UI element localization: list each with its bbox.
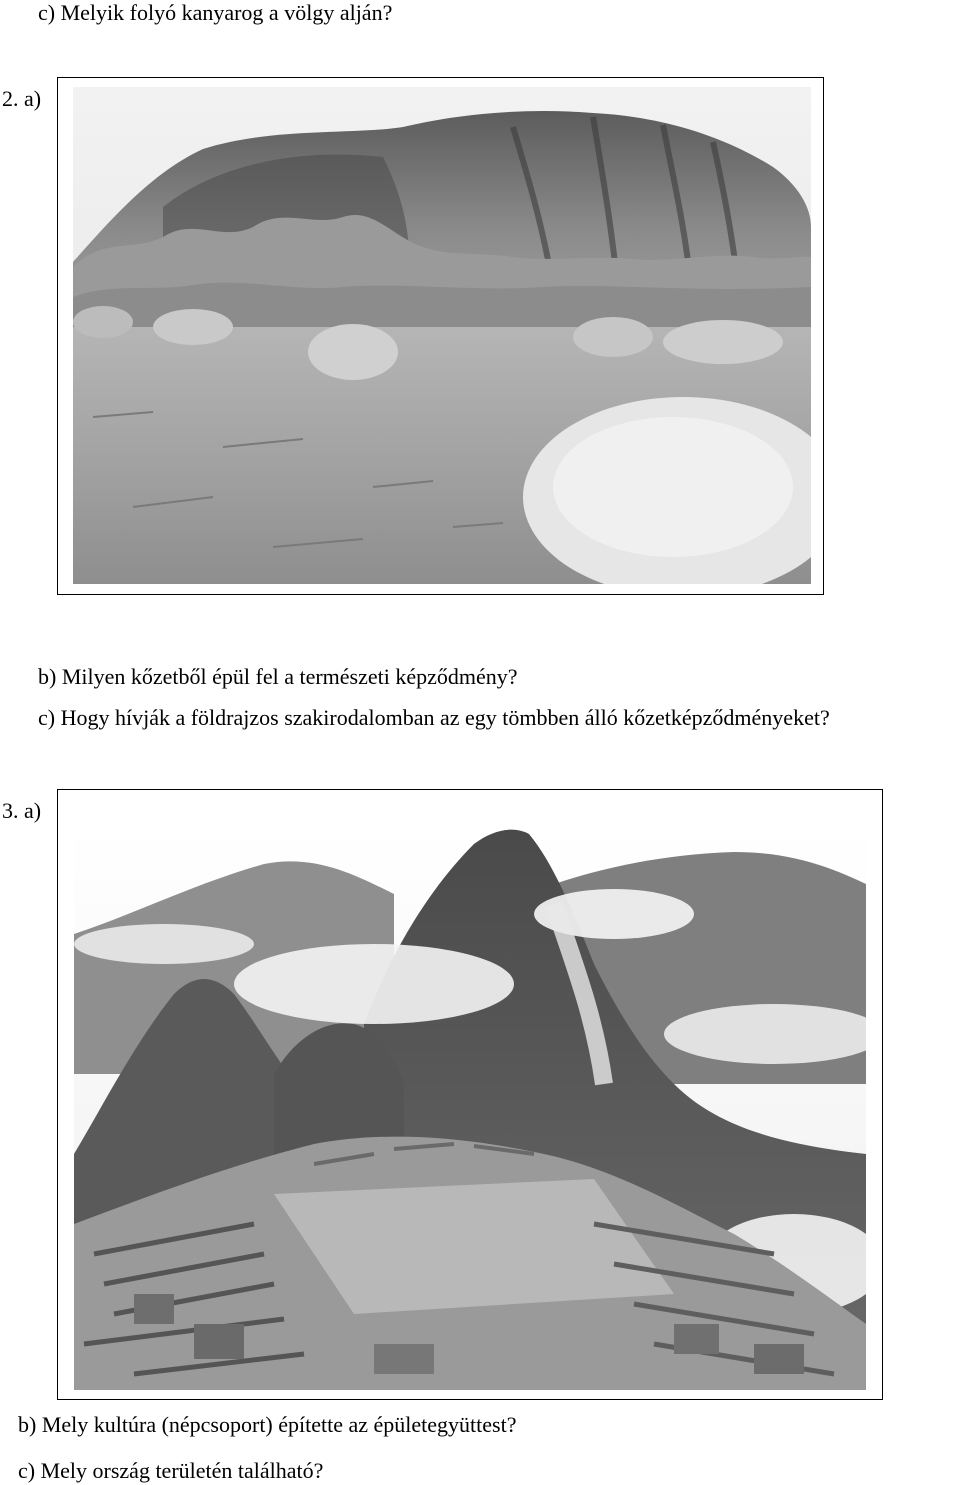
question-2b-text: b) Milyen kőzetből épül fel a természeti képződmény? (38, 664, 518, 689)
question-1c-text: c) Melyik folyó kanyarog a völgy alján? (38, 0, 393, 25)
question-2-number-label: 2. a) (2, 86, 42, 111)
uluru-photo (73, 87, 811, 584)
question-3-image-frame (57, 789, 883, 1400)
question-3-number-label: 3. a) (2, 798, 42, 823)
question-2c-text: c) Hogy hívják a földrajzos szakirodalomban az egy tömbben álló kőzetképződményeket? (38, 705, 830, 730)
question-2-image-frame (57, 77, 824, 595)
question-3b-text: b) Mely kultúra (népcsoport) építette az épületegyüttest? (18, 1412, 517, 1437)
question-3c-text: c) Mely ország területén található? (18, 1458, 324, 1483)
machu-picchu-photo (74, 824, 866, 1390)
